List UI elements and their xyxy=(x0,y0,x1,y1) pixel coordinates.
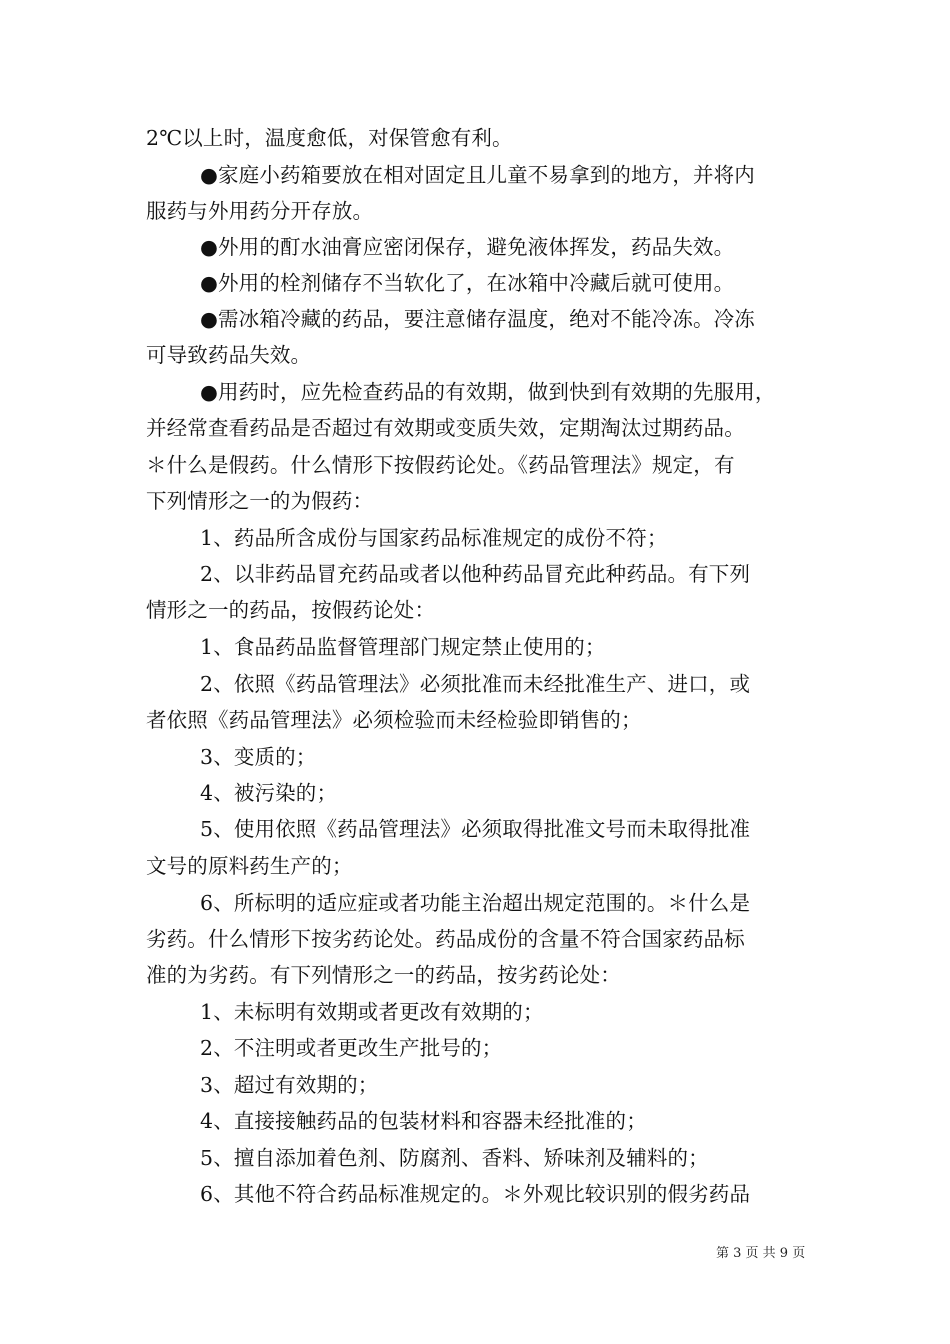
text-line: 6、所标明的适应症或者功能主治超出规定范围的。＊什么是 xyxy=(200,891,751,915)
text-line: 情形之一的药品，按假药论处： xyxy=(146,598,436,622)
text-line: 可导致药品失效。 xyxy=(146,343,312,367)
text-line: 准的为劣药。有下列情形之一的药品，按劣药论处： xyxy=(146,963,621,987)
text-line: 者依照《药品管理法》必须检验而未经检验即销售的； xyxy=(146,708,642,732)
text-line: 下列情形之一的为假药： xyxy=(146,489,374,513)
text-line: 2、依照《药品管理法》必须批准而未经批准生产、进口，或 xyxy=(200,672,751,696)
text-line: ＊什么是假药。什么情形下按假药论处。《药品管理法》规定，有 xyxy=(146,453,735,477)
text-line: ●家庭小药箱要放在相对固定且儿童不易拿到的地方，并将内 xyxy=(200,163,755,187)
text-line: 4、被污染的； xyxy=(200,781,338,805)
text-line: 5、使用依照《药品管理法》必须取得批准文号而未取得批准 xyxy=(200,817,751,841)
text-line: 服药与外用药分开存放。 xyxy=(146,199,374,223)
text-line: ●外用的栓剂储存不当软化了，在冰箱中冷藏后就可使用。 xyxy=(200,271,735,295)
text-line: 2℃以上时，温度愈低，对保管愈有利。 xyxy=(146,126,513,150)
text-line: 2、不注明或者更改生产批号的； xyxy=(200,1036,503,1060)
text-line: ●用药时，应先检查药品的有效期，做到快到有效期的先服用， xyxy=(200,380,776,404)
text-line: 2、以非药品冒充药品或者以他种药品冒充此种药品。有下列 xyxy=(200,562,751,586)
text-line: 1、未标明有效期或者更改有效期的； xyxy=(200,1000,544,1024)
text-line: ●需冰箱冷藏的药品，要注意储存温度，绝对不能冷冻。冷冻 xyxy=(200,307,755,331)
text-line: 劣药。什么情形下按劣药论处。药品成份的含量不符合国家药品标 xyxy=(146,927,745,951)
text-line: 1、食品药品监督管理部门规定禁止使用的； xyxy=(200,635,606,659)
text-line: 5、擅自添加着色剂、防腐剂、香料、矫味剂及辅料的； xyxy=(200,1146,709,1170)
text-line: 文号的原料药生产的； xyxy=(146,854,353,878)
text-line: 1、药品所含成份与国家药品标准规定的成份不符； xyxy=(200,526,668,550)
text-line: ●外用的酊水油膏应密闭保存，避免液体挥发，药品失效。 xyxy=(200,235,735,259)
text-line: 3、变质的； xyxy=(200,745,317,769)
text-line: 并经常查看药品是否超过有效期或变质失效，定期淘汰过期药品。 xyxy=(146,416,745,440)
text-line: 4、直接接触药品的包装材料和容器未经批准的； xyxy=(200,1109,647,1133)
page-number: 第 3 页 共 9 页 xyxy=(716,1246,806,1261)
text-line: 3、超过有效期的； xyxy=(200,1073,379,1097)
text-line: 6、其他不符合药品标准规定的。＊外观比较识别的假劣药品 xyxy=(200,1182,751,1206)
